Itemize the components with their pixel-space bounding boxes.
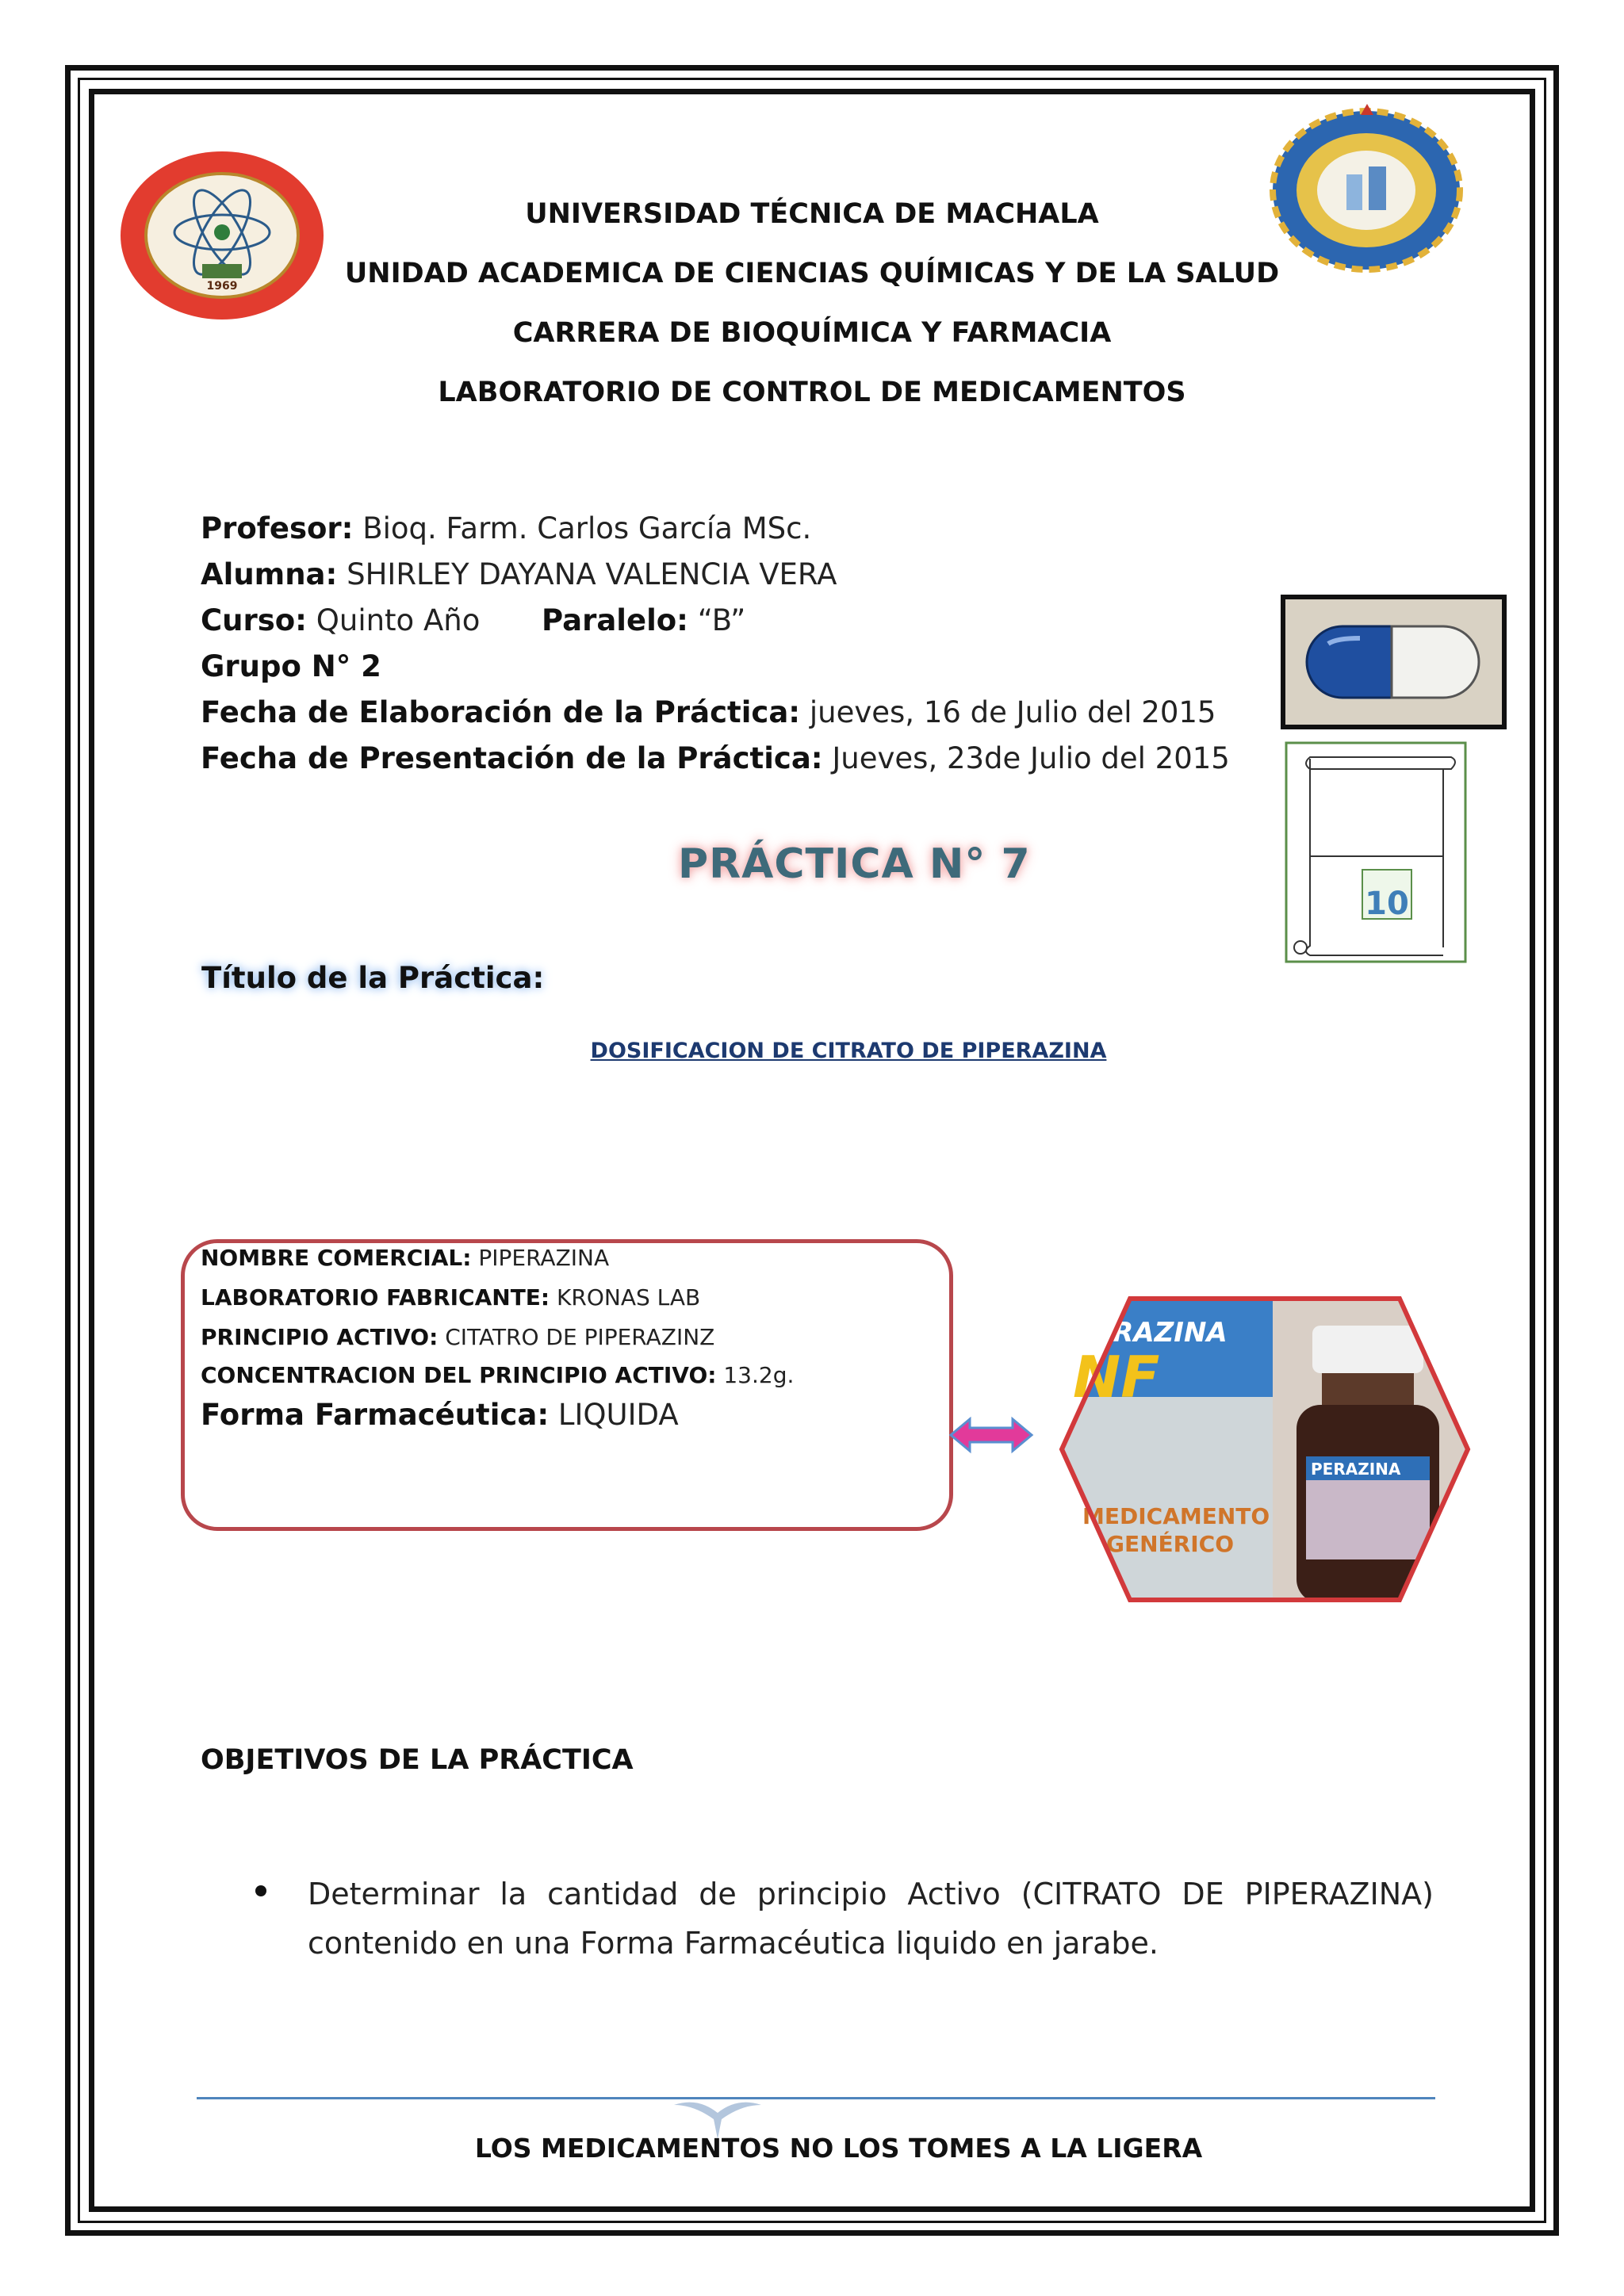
laboratorio-fabricante-value: KRONAS LAB — [557, 1284, 701, 1311]
box-brand-text: PERAZINA — [1074, 1317, 1228, 1349]
university-logo — [115, 147, 329, 325]
fecha-elaboracion-line — [201, 695, 1216, 729]
nombre-comercial-label: NOMBRE COMERCIAL: — [201, 1245, 472, 1271]
objectives-title: OBJETIVOS DE LA PRÁCTICA — [201, 1744, 634, 1776]
fecha-presentacion-value: Jueves, 23de Julio del 2015 — [832, 741, 1230, 775]
fecha-elaboracion-label: Fecha de Elaboración de la Práctica: — [201, 695, 801, 729]
alumna-line — [201, 557, 837, 591]
profesor-label: Profesor: — [201, 511, 354, 545]
academic-unit: UNIDAD ACADEMICA DE CIENCIAS QUÍMICAS Y DE LA SALUD — [344, 258, 1280, 289]
principio-activo-value: CITATRO DE PIPERAZINZ — [445, 1324, 715, 1350]
grade-value: 10 — [1365, 886, 1409, 922]
practice-number-title: PRÁCTICA N° 7 — [678, 840, 1031, 888]
grupo-line — [201, 649, 381, 683]
curso-value: Quinto Año — [316, 603, 481, 637]
bullet-icon — [255, 1885, 266, 1896]
curso-label: Curso: — [201, 603, 307, 637]
principio-activo-line — [201, 1324, 714, 1350]
faculty-seal-logo — [1267, 99, 1465, 277]
nombre-comercial-line — [201, 1245, 609, 1271]
objective-item: Determinar la cantidad de principio Activo (CITRATO DE PIPERAZINA) contenido en una Forma Farmacéutica liquido en jarabe. — [308, 1877, 1434, 1961]
box-logo-text: NF — [1073, 1344, 1160, 1410]
paralelo-value: “B” — [697, 603, 746, 637]
double-arrow-icon — [948, 1415, 1035, 1455]
alumna-label: Alumna: — [201, 557, 338, 591]
concentracion-label: CONCENTRACION DEL PRINCIPIO ACTIVO: — [201, 1362, 717, 1388]
university-logo-year: 1969 — [206, 280, 238, 293]
career-name: CARRERA DE BIOQUÍMICA Y FARMACIA — [512, 317, 1112, 349]
laboratory-name: LABORATORIO DE CONTROL DE MEDICAMENTOS — [438, 377, 1186, 408]
concentracion-value: 13.2g. — [723, 1362, 795, 1388]
practice-title-value: DOSIFICACION DE CITRATO DE PIPERAZINA — [590, 1039, 1107, 1063]
profesor-value: Bioq. Farm. Carlos García MSc. — [362, 511, 812, 545]
laboratorio-fabricante-line — [201, 1284, 700, 1311]
principio-activo-label: PRINCIPIO ACTIVO: — [201, 1324, 439, 1350]
alumna-value: SHIRLEY DAYANA VALENCIA VERA — [347, 557, 837, 591]
concentracion-line — [201, 1362, 794, 1388]
capsule-icon — [1281, 595, 1507, 729]
forma-farmaceutica-value: LIQUIDA — [557, 1398, 679, 1432]
fecha-elaboracion-value: jueves, 16 de Julio del 2015 — [809, 695, 1216, 729]
fecha-presentacion-line — [201, 741, 1230, 775]
footer-divider — [197, 2097, 1435, 2099]
paralelo-label: Paralelo: — [542, 603, 688, 637]
profesor-line — [201, 511, 811, 545]
forma-farmaceutica-label: Forma Farmacéutica: — [201, 1398, 550, 1432]
product-photo — [1059, 1294, 1471, 1605]
paralelo-line — [542, 603, 745, 637]
grade-scroll — [1285, 741, 1467, 963]
footer-slogan: LOS MEDICAMENTOS NO LOS TOMES A LA LIGERA — [474, 2133, 1203, 2164]
laboratorio-fabricante-label: LABORATORIO FABRICANTE: — [201, 1284, 550, 1311]
curso-line — [201, 603, 480, 637]
fecha-presentacion-label: Fecha de Presentación de la Práctica: — [201, 741, 823, 775]
box-line1-text: MEDICAMENTO — [1082, 1503, 1270, 1529]
nombre-comercial-value: PIPERAZINA — [478, 1245, 610, 1271]
bottle-label-text: PERAZINA — [1311, 1460, 1401, 1479]
grupo-label: Grupo N° 2 — [201, 649, 381, 683]
practice-title-label: Título de la Práctica: — [201, 961, 545, 995]
box-line2-text: GENÉRICO — [1106, 1531, 1234, 1557]
forma-farmaceutica-line — [201, 1398, 679, 1432]
university-name: UNIVERSIDAD TÉCNICA DE MACHALA — [525, 198, 1099, 230]
